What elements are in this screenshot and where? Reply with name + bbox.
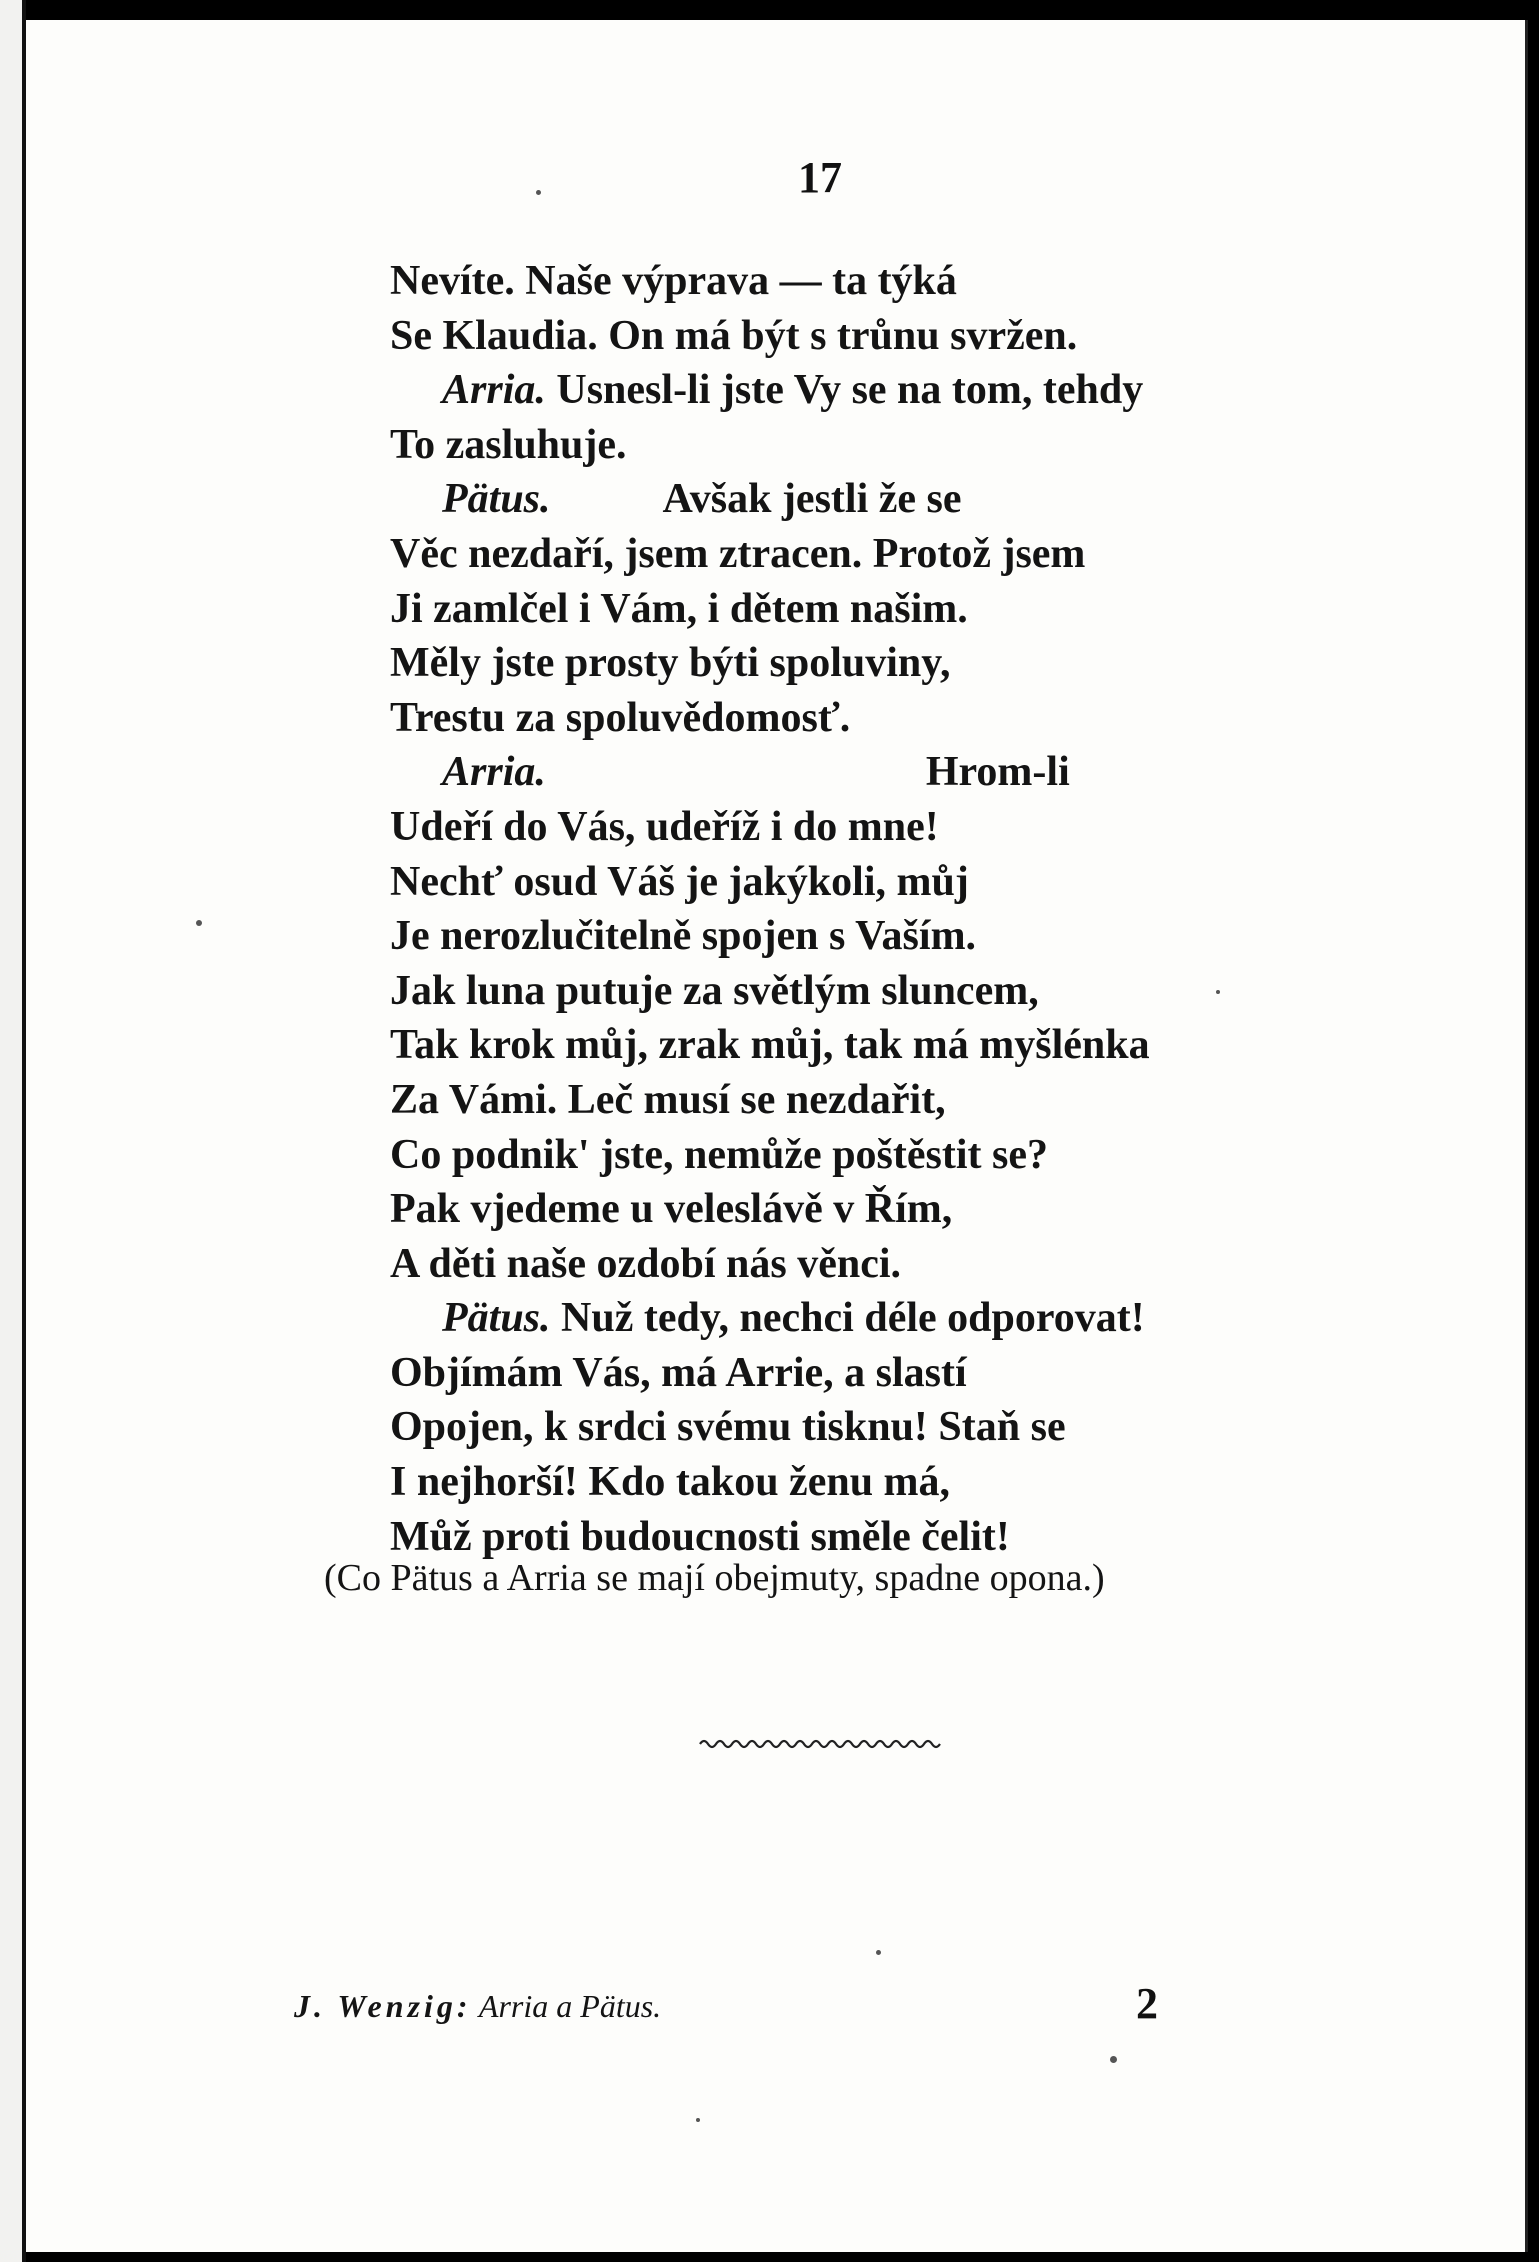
print-speck xyxy=(536,190,541,195)
verse-line: Objímám Vás, má Arrie, a slastí xyxy=(390,1349,967,1396)
verse-line: Nechť osud Váš je jakýkoli, můj xyxy=(390,858,969,905)
verse-line: Za Vámi. Leč musí se nezdařit, xyxy=(390,1076,946,1123)
verse-line: Nevíte. Naše výprava — ta týká xyxy=(390,258,957,304)
verse-line: Pätus. Avšak jestli že se xyxy=(442,476,962,523)
verse-line: I nejhorší! Kdo takou ženu má, xyxy=(390,1459,951,1506)
print-speck xyxy=(1216,990,1220,994)
signature-mark: 2 xyxy=(1136,1979,1158,2028)
verse-line: Tak krok můj, zrak můj, tak má myšlénka xyxy=(390,1022,1150,1069)
verse-line: Ji zamlčel i Vám, i dětem našim. xyxy=(390,585,968,632)
verse-line: Pätus. Nuž tedy, nechci déle odporovat! xyxy=(442,1295,1145,1342)
speaker-name: Arria. xyxy=(442,367,546,414)
print-speck xyxy=(196,920,202,926)
print-speck xyxy=(876,1950,881,1955)
verse-line: A děti naše ozdobí nás věnci. xyxy=(390,1240,902,1287)
verse-line: Věc nezdaří, jsem ztracen. Protož jsem xyxy=(390,530,1086,577)
verse-line: Je nerozlučitelně spojen s Vaším. xyxy=(390,913,977,960)
speaker-name: Arria. xyxy=(442,749,546,796)
verse-line: Co podnik' jste, nemůže poštěstit se? xyxy=(390,1131,1048,1178)
verse-line: Měly jste prosty býti spoluviny, xyxy=(390,640,951,687)
verse-block xyxy=(390,254,1390,1564)
verse-line: Arria. Hrom-li xyxy=(442,749,1070,796)
verse-line: Trestu za spoluvědomosť. xyxy=(390,694,851,741)
footer-author: J. Wenzig: xyxy=(294,1988,472,2024)
ornament-divider xyxy=(698,1736,944,1752)
verse-line: To zasluhuje. xyxy=(390,421,627,468)
footer-credit xyxy=(294,1988,661,2025)
verse-line: Jak luna putuje za světlým sluncem, xyxy=(390,967,1039,1014)
verse-line: Opojen, k srdci svému tisknu! Staň se xyxy=(390,1404,1066,1451)
speaker-name: Pätus. xyxy=(442,1295,551,1342)
page-number: 17 xyxy=(798,153,842,202)
verse-line: Udeří do Vás, udeříž i do mne! xyxy=(390,803,939,850)
verse-line: Můž proti budoucnosti směle čelit! xyxy=(390,1513,1010,1560)
page-left-edge xyxy=(0,0,26,2262)
speaker-name: Pätus. xyxy=(442,476,551,523)
book-page xyxy=(26,20,1528,2252)
print-speck xyxy=(1110,2056,1117,2063)
footer-title: Arria a Pätus. xyxy=(478,1988,662,2024)
verse-line: Se Klaudia. On má být s trůnu svržen. xyxy=(390,312,1078,359)
print-speck xyxy=(696,2118,700,2122)
verse-line: Pak vjedeme u veleslávě v Řím, xyxy=(390,1186,953,1233)
stage-direction: (Co Pätus a Arria se mají obejmuty, spadne opona.) xyxy=(324,1557,1105,1599)
verse-line: Arria. Usnesl-li jste Vy se na tom, tehdy xyxy=(442,367,1144,414)
